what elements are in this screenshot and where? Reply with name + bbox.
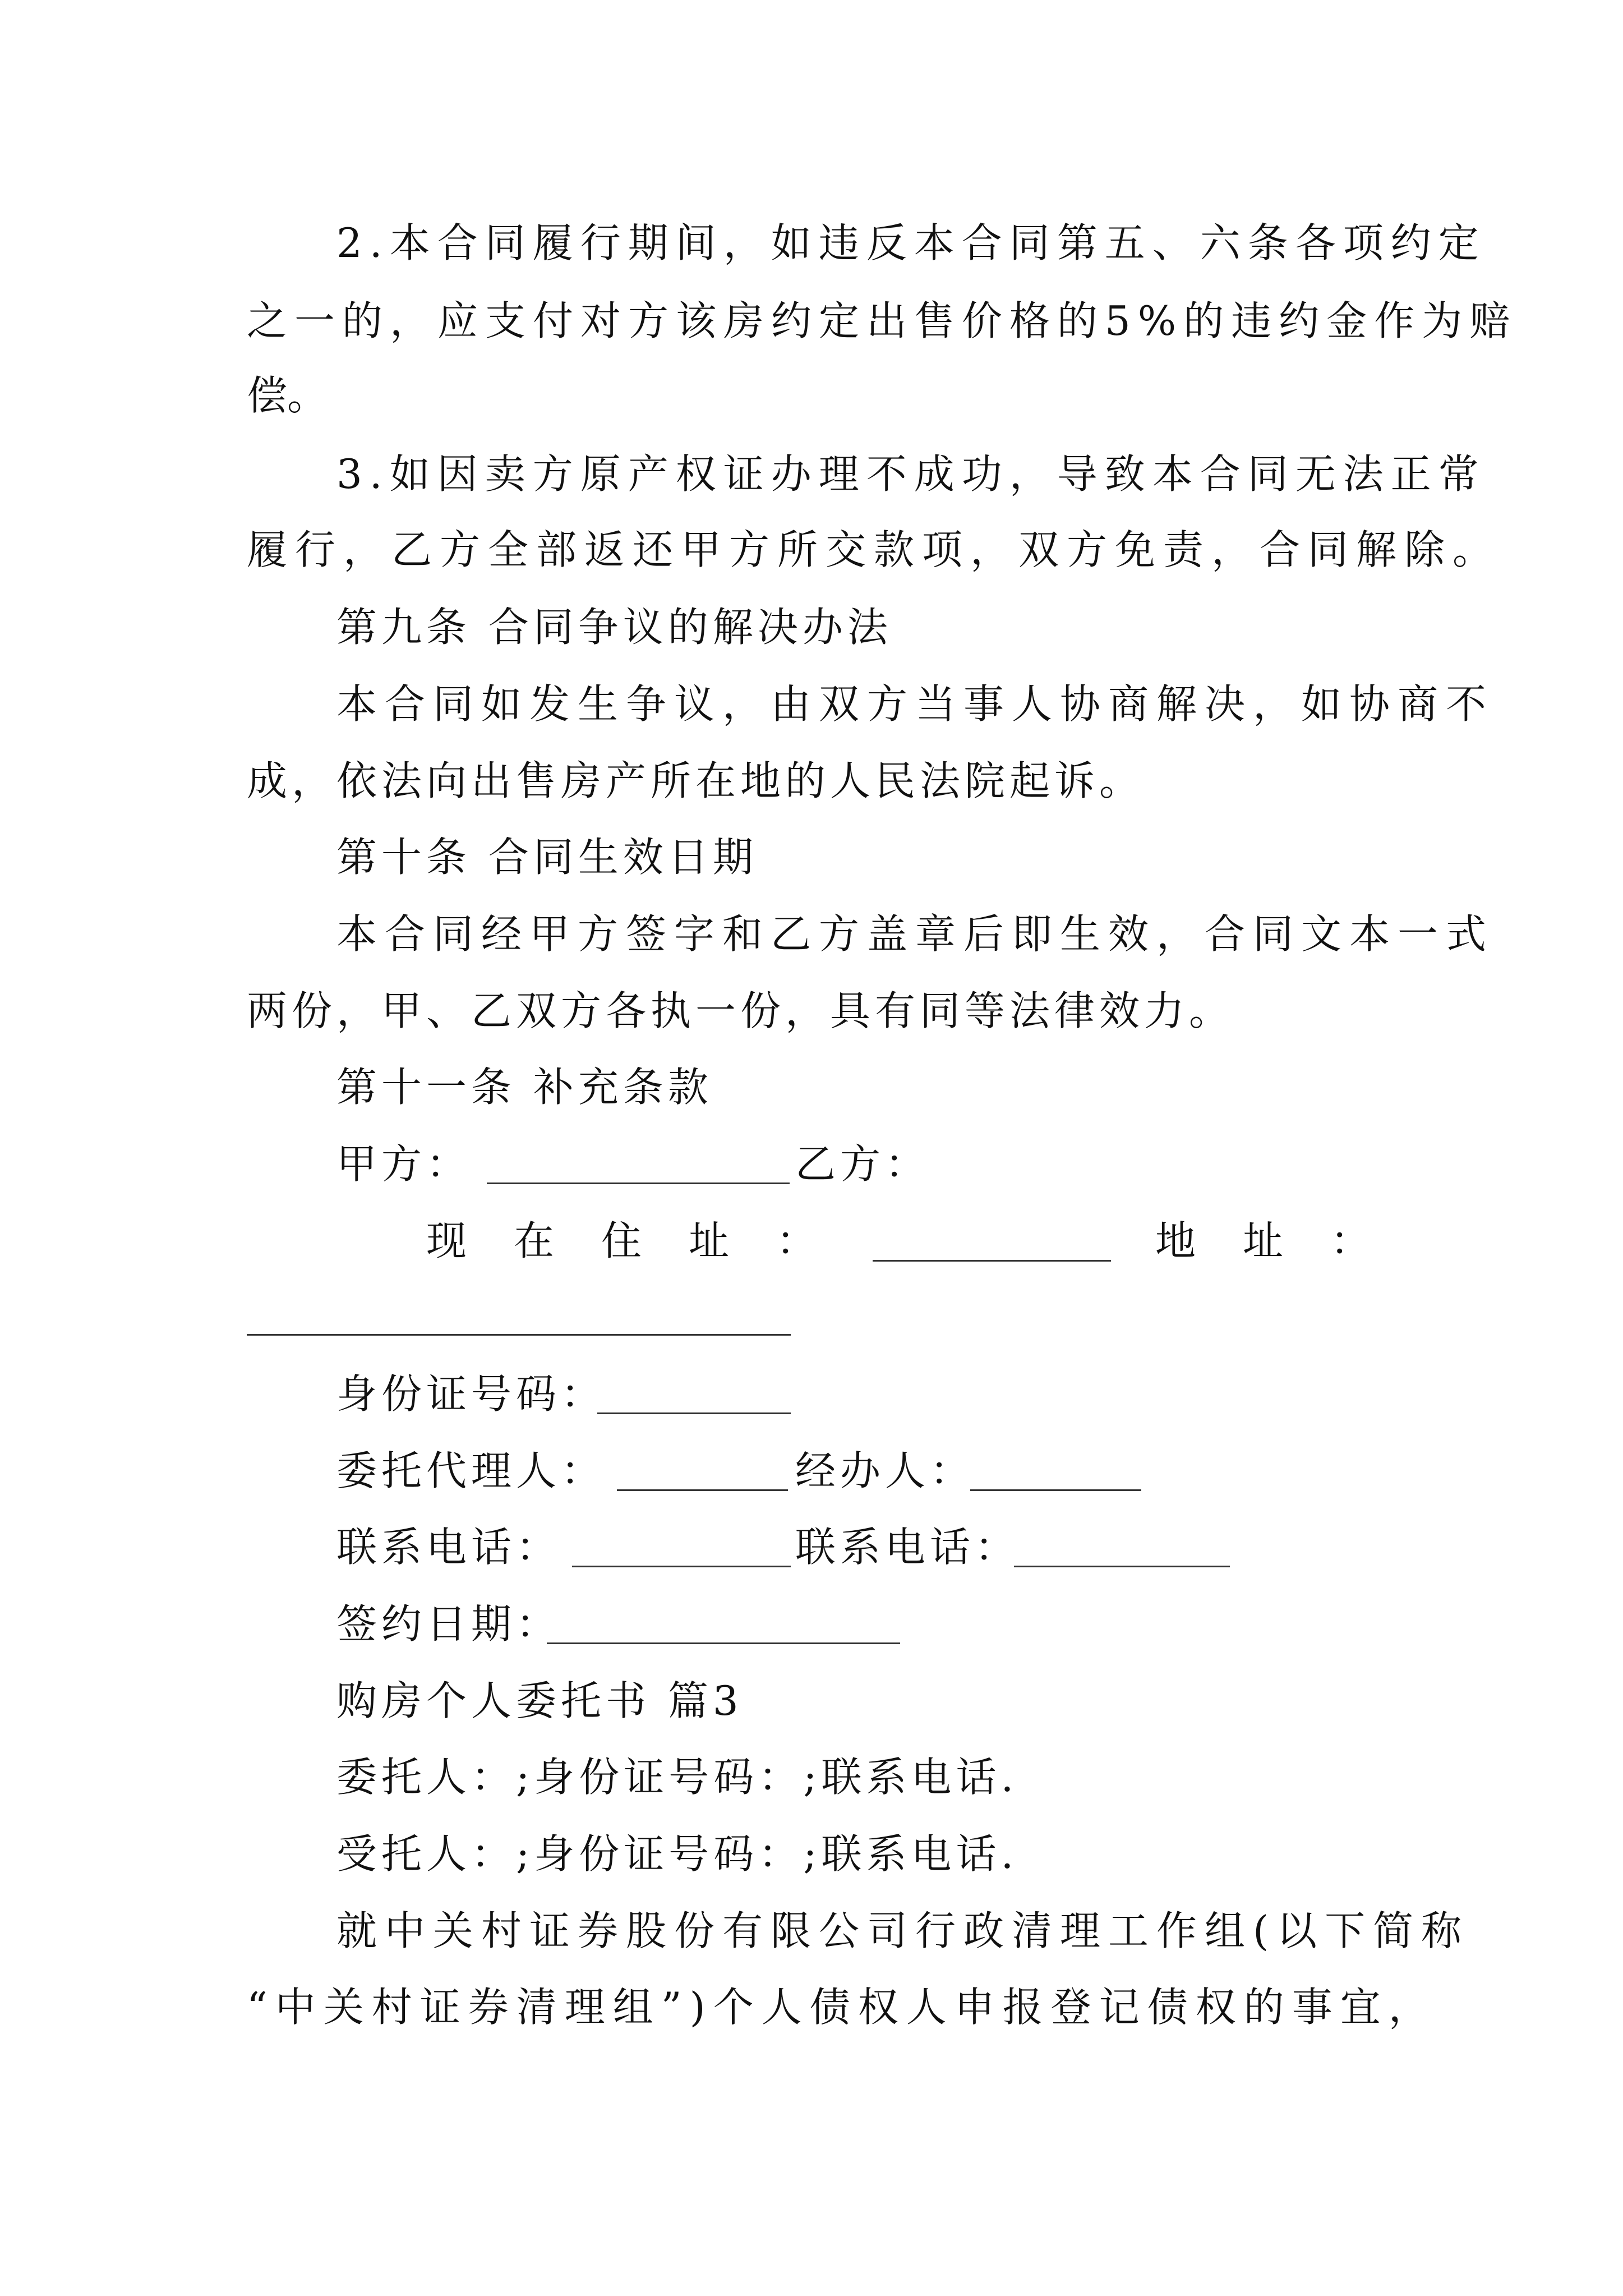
id-number-label: 身份证号码： bbox=[336, 1370, 606, 1418]
paragraph-line: 两份，甲、乙双方各执一份，具有同等法律效力。 bbox=[247, 987, 1234, 1034]
article-heading: 第十一条 补充条款 bbox=[336, 1064, 713, 1111]
current-address-blank bbox=[873, 1227, 1111, 1262]
agent-blank bbox=[617, 1457, 788, 1491]
address-label: 地址： bbox=[1155, 1217, 1418, 1264]
paragraph-line: 3.如因卖方原产权证办理不成功，导致本合同无法正常 bbox=[336, 450, 1486, 498]
paragraph-line: 本合同经甲方签字和乙方盖章后即生效，合同文本一式 bbox=[336, 910, 1495, 958]
paragraph-line: 就中关村证券股份有限公司行政清理工作组(以下简称 bbox=[336, 1907, 1470, 1954]
paragraph-line: “中关村证券清理组”)个人债权人申报登记债权的事宜， bbox=[247, 1984, 1437, 2031]
party-a-label: 甲方： bbox=[336, 1140, 472, 1188]
section-title: 购房个人委托书 篇3 bbox=[336, 1677, 743, 1724]
sign-date-label: 签约日期： bbox=[336, 1600, 561, 1648]
sign-date-blank bbox=[547, 1610, 900, 1644]
current-address-label: 现在住址： bbox=[426, 1217, 864, 1264]
id-number-blank bbox=[597, 1380, 791, 1414]
agent-line: 受托人：;身份证号码：;联系电话. bbox=[336, 1830, 1018, 1878]
party-a-signature-blank bbox=[487, 1150, 790, 1184]
article-heading: 第十条 合同生效日期 bbox=[336, 834, 758, 881]
paragraph-line: 成，依法向出售房产所在地的人民法院起诉。 bbox=[247, 757, 1145, 804]
article-heading: 第九条 合同争议的解决办法 bbox=[336, 604, 892, 651]
phone-a-blank bbox=[572, 1533, 791, 1567]
phone-a-label: 联系电话： bbox=[336, 1524, 561, 1571]
paragraph-line: 之一的，应支付对方该房约定出售价格的5%的违约金作为赔 bbox=[247, 297, 1518, 344]
phone-b-label: 联系电话： bbox=[795, 1524, 1020, 1571]
paragraph-line: 2.本合同履行期间，如违反本合同第五、六条各项约定 bbox=[336, 219, 1486, 266]
paragraph-line: 本合同如发生争议，由双方当事人协商解决，如协商不 bbox=[336, 680, 1495, 728]
handler-label: 经办人： bbox=[795, 1447, 975, 1494]
phone-b-blank bbox=[1014, 1533, 1230, 1567]
principal-line: 委托人：;身份证号码：;联系电话. bbox=[336, 1754, 1018, 1801]
paragraph-line: 履行，乙方全部返还甲方所交款项，双方免责，合同解除。 bbox=[247, 526, 1501, 573]
party-b-label: 乙方： bbox=[795, 1140, 930, 1188]
paragraph-line: 偿。 bbox=[247, 372, 328, 419]
agent-label: 委托代理人： bbox=[336, 1447, 606, 1494]
address-blank bbox=[247, 1301, 791, 1336]
handler-blank bbox=[970, 1457, 1141, 1491]
